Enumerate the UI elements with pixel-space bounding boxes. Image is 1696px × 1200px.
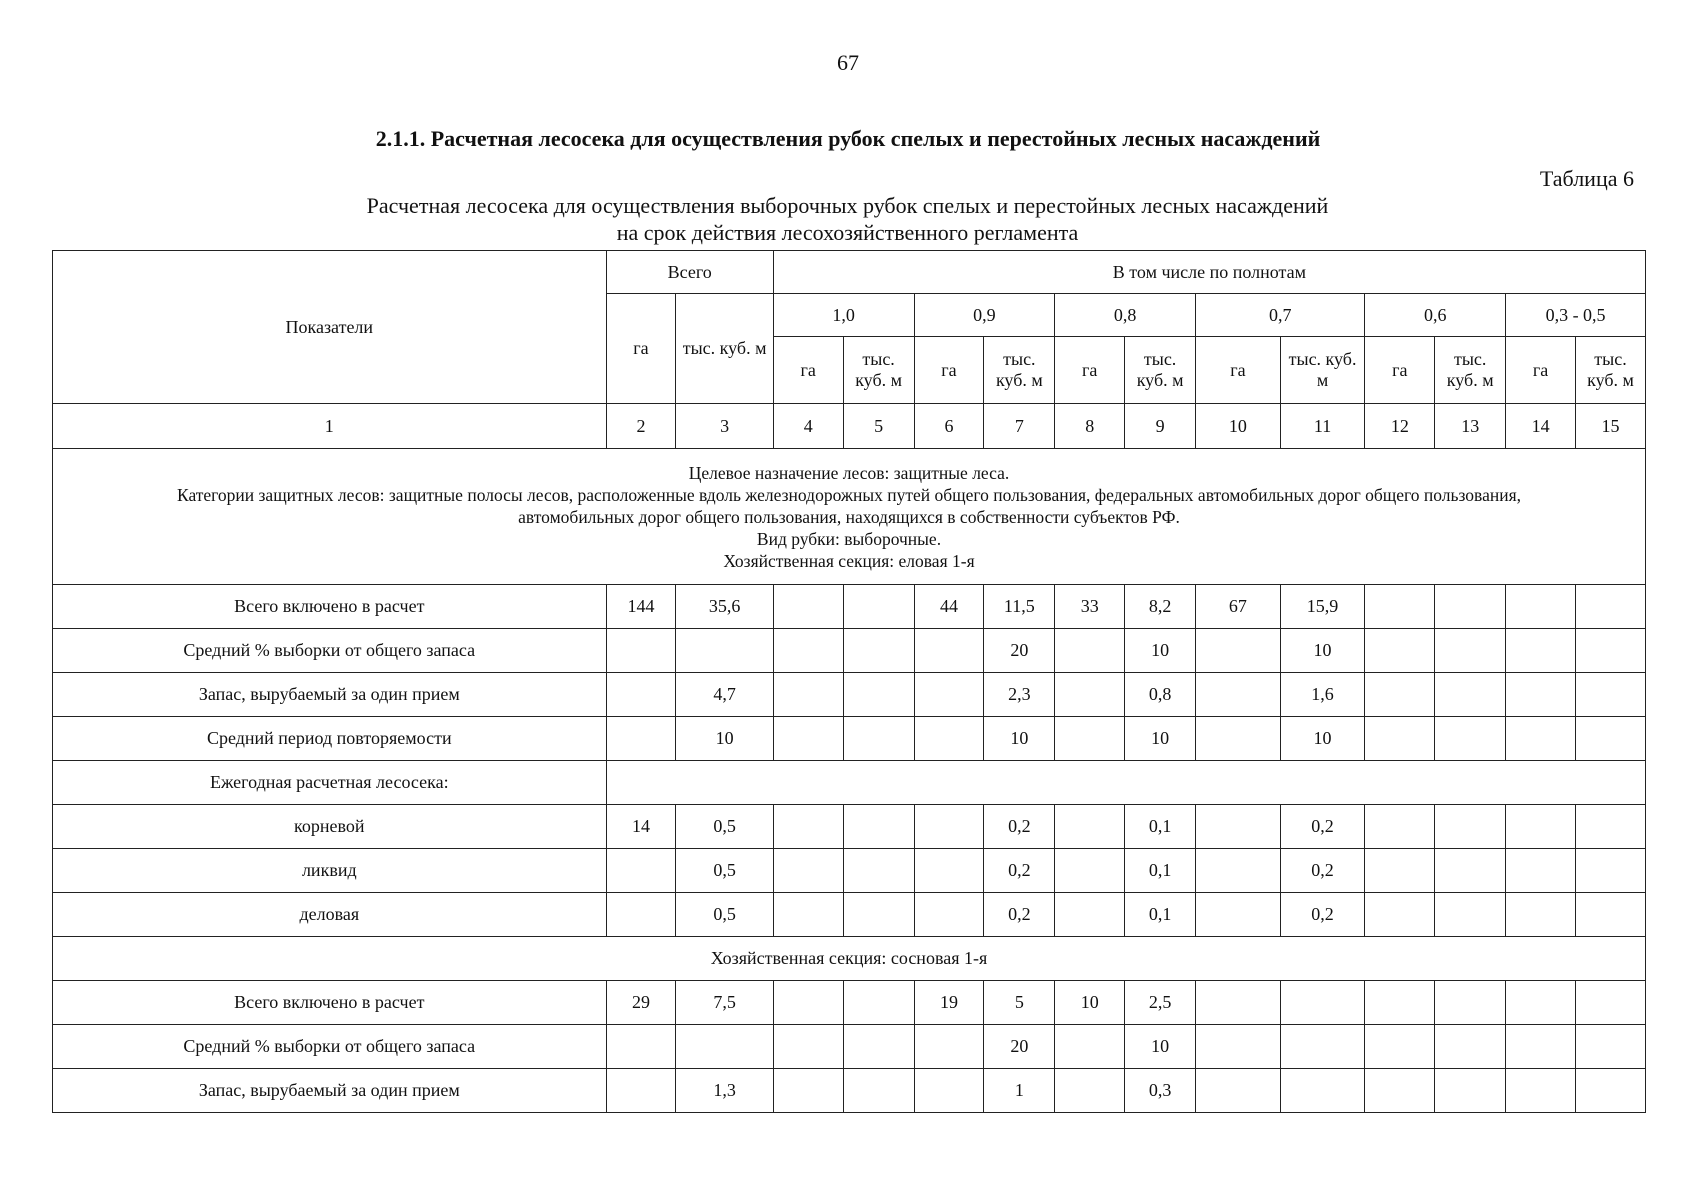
table-cell: 19 [914,981,984,1025]
table-cell: 10 [1280,629,1365,673]
table-cell: 0,5 [676,805,773,849]
table-cell [1055,1025,1125,1069]
table-cell [1435,981,1506,1025]
table-cell: 0,2 [1280,893,1365,937]
table-cell: 44 [914,585,984,629]
empty-span-cell [606,761,1645,805]
table-cell [1365,805,1435,849]
block-line: Целевое назначение лесов: защитные леса. [688,462,1010,483]
block-line: Хозяйственная секция: еловая 1-я [723,550,975,571]
block-line: Вид рубки: выборочные. [756,528,942,549]
table-row [53,761,1646,805]
table-cell [1055,629,1125,673]
table-cell [1196,981,1281,1025]
table-cell [1365,893,1435,937]
table-cell: 15,9 [1280,585,1365,629]
table-cell [676,1025,773,1069]
table-cell [1365,585,1435,629]
row-label: Средний % выборки от общего запаса [53,629,607,673]
table-cell [773,1025,843,1069]
table-cell [606,629,676,673]
table-cell [1365,717,1435,761]
table-cell: 0,2 [1280,849,1365,893]
table-cell [914,893,984,937]
column-number-cell: 7 [984,404,1055,449]
table-cell: 10 [1280,717,1365,761]
block-line: Категории защитных лесов: защитные полосы лесов, расположенные вдоль железнодорожных путей общего пользования, федеральных автомобильных дорог общего пользования, [177,484,1521,505]
table-cell [1575,1069,1645,1113]
table-cell [843,673,914,717]
row-label: Запас, вырубаемый за один прием [53,1069,607,1113]
table-cell [1196,1069,1281,1113]
table-cell: 10 [1125,1025,1196,1069]
table-cell: 35,6 [676,585,773,629]
table-cell [1365,1025,1435,1069]
header-unit-ha: га [1365,337,1435,404]
table-cell [1435,585,1506,629]
row-label: ликвид [53,849,607,893]
table-cell [1055,717,1125,761]
table-row [53,629,1646,673]
table-cell: 1,6 [1280,673,1365,717]
table-cell [606,1025,676,1069]
row-label: Средний период повторяемости [53,717,607,761]
header-unit-ha: га [1055,337,1125,404]
table-cell [1435,717,1506,761]
header-density: 1,0 [773,294,914,337]
table-cell [1575,805,1645,849]
table-cell [1575,585,1645,629]
table-cell: 33 [1055,585,1125,629]
column-number-cell: 15 [1575,404,1645,449]
table-cell [1196,849,1281,893]
table-cell [1280,981,1365,1025]
table-cell [1055,1069,1125,1113]
table-cell: 10 [1055,981,1125,1025]
table-cell: 0,8 [1125,673,1196,717]
table-cell: 2,3 [984,673,1055,717]
header-density: 0,3 - 0,5 [1506,294,1646,337]
table-cell [676,629,773,673]
row-label: Всего включено в расчет [53,585,607,629]
table-cell [1506,805,1576,849]
table-cell [1575,981,1645,1025]
table-cell [606,893,676,937]
table-cell [1365,981,1435,1025]
section-description-spruce [53,449,1646,585]
table-cell [1365,1069,1435,1113]
header-unit-volume: тыс. куб. м [1575,337,1645,404]
table-cell [1506,717,1576,761]
table-cell [914,629,984,673]
header-density: 0,6 [1365,294,1506,337]
table-cell: 2,5 [1125,981,1196,1025]
header-by-density: В том числе по полнотам [773,251,1645,294]
table-cell [914,1025,984,1069]
table-cell [914,1069,984,1113]
table-cell [914,805,984,849]
header-density: 0,9 [914,294,1055,337]
table-cell [606,1069,676,1113]
table-row [53,805,1646,849]
table-cell [843,585,914,629]
table-cell: 0,5 [676,893,773,937]
column-number-cell: 14 [1506,404,1576,449]
table-cell [773,629,843,673]
table-cell [1280,1069,1365,1113]
table-row [53,585,1646,629]
table-cell [1055,805,1125,849]
row-label: Запас, вырубаемый за один прием [53,673,607,717]
table-cell [843,717,914,761]
table-cell [773,849,843,893]
table-cell [773,585,843,629]
table-cell [773,673,843,717]
column-number-cell: 5 [843,404,914,449]
header-unit-volume: тыс. куб. м [843,337,914,404]
caption-line-2: на срок действия лесохозяйственного регламента [616,220,1079,245]
table-cell [1435,805,1506,849]
table-cell: 0,1 [1125,849,1196,893]
table-cell [843,981,914,1025]
column-number-cell: 2 [606,404,676,449]
column-number-cell: 10 [1196,404,1281,449]
table-cell: 10 [1125,629,1196,673]
table-cell [1280,1025,1365,1069]
table-cell [843,893,914,937]
table-cell: 0,2 [984,893,1055,937]
table-cell: 4,7 [676,673,773,717]
section-title: 2.1.1. Расчетная лесосека для осуществления рубок спелых и перестойных лесных насаждений [375,126,1321,151]
header-unit-ha: га [1506,337,1576,404]
table-cell [1365,849,1435,893]
table-cell [843,629,914,673]
table-cell: 144 [606,585,676,629]
table-cell: 0,2 [984,849,1055,893]
page-number: 67 [837,50,859,75]
table-cell [1435,1025,1506,1069]
header-density: 0,7 [1196,294,1365,337]
table-cell: 67 [1196,585,1281,629]
header-unit-volume: тыс. куб. м [1435,337,1506,404]
table-cell [773,805,843,849]
table-cell: 0,1 [1125,893,1196,937]
header-unit-volume: тыс. куб. м [1280,337,1365,404]
table-caption [300,192,1395,246]
table-cell [1506,981,1576,1025]
header-indicators: Показатели [53,251,607,404]
table-cell: 0,5 [676,849,773,893]
block-line: автомобильных дорог общего пользования, находящихся в собственности субъектов РФ. [518,506,1180,527]
header-total: Всего [606,251,773,294]
table-cell: 11,5 [984,585,1055,629]
table-cell: 14 [606,805,676,849]
table-cell [1365,673,1435,717]
column-number-cell: 12 [1365,404,1435,449]
table-cell: 8,2 [1125,585,1196,629]
header-density: 0,8 [1055,294,1196,337]
table-cell [1435,673,1506,717]
table-cell [1196,805,1281,849]
header-unit-ha: га [773,337,843,404]
table-cell: 10 [1125,717,1196,761]
table-row [53,893,1646,937]
table-cell [1575,673,1645,717]
table-cell [1575,1025,1645,1069]
table-row [53,1025,1646,1069]
row-label: Всего включено в расчет [53,981,607,1025]
table-row [53,981,1646,1025]
column-number-cell: 6 [914,404,984,449]
table-row [53,673,1646,717]
table-cell: 5 [984,981,1055,1025]
table-cell [1506,1069,1576,1113]
table-cell [914,673,984,717]
table-cell [1506,673,1576,717]
table-cell: 0,3 [1125,1069,1196,1113]
table-cell [1055,673,1125,717]
header-total-ha: га [606,294,676,404]
table-cell [1196,1025,1281,1069]
table-cell [843,1069,914,1113]
table-cell: 0,2 [984,805,1055,849]
table-row [53,937,1646,981]
table-cell: 29 [606,981,676,1025]
header-unit-ha: га [1196,337,1281,404]
table-row [53,717,1646,761]
section-label-pine: Хозяйственная секция: сосновая 1-я [53,937,1646,981]
column-number-cell: 11 [1280,404,1365,449]
table-cell [1196,629,1281,673]
table-row [53,849,1646,893]
header-unit-ha: га [914,337,984,404]
column-number-cell: 3 [676,404,773,449]
column-numbers-row [53,404,1646,449]
table-cell [1506,893,1576,937]
table-cell [1575,717,1645,761]
caption-line-1: Расчетная лесосека для осуществления выборочных рубок спелых и перестойных лесных насаждений [366,193,1329,218]
table-cell [1575,629,1645,673]
table-cell [1575,849,1645,893]
table-cell [1575,893,1645,937]
header-unit-volume: тыс. куб. м [984,337,1055,404]
table-cell: 1 [984,1069,1055,1113]
table-cell [914,717,984,761]
table-cell [1506,849,1576,893]
table-cell [1506,585,1576,629]
table-cell [773,981,843,1025]
table-cell [1435,629,1506,673]
table-cell: 0,2 [1280,805,1365,849]
column-number-cell: 9 [1125,404,1196,449]
table-label: Таблица 6 [1539,166,1634,191]
table-cell [773,1069,843,1113]
column-number-cell: 1 [53,404,607,449]
table-cell [773,893,843,937]
cutting-area-table [52,250,1646,1113]
table-cell [1435,849,1506,893]
table-cell [773,717,843,761]
table-cell [1365,629,1435,673]
table-cell: 10 [984,717,1055,761]
table-cell: 1,3 [676,1069,773,1113]
table-cell [1055,893,1125,937]
table-cell: 7,5 [676,981,773,1025]
table-cell [606,717,676,761]
table-row [53,1069,1646,1113]
table-cell [1196,673,1281,717]
table-cell [1196,893,1281,937]
table-cell: 10 [676,717,773,761]
table-cell [1055,849,1125,893]
table-cell [843,1025,914,1069]
table-cell [1506,629,1576,673]
header-unit-volume: тыс. куб. м [1125,337,1196,404]
table-cell [843,805,914,849]
header-total-volume: тыс. куб. м [676,294,773,404]
table-cell [606,849,676,893]
row-label: Средний % выборки от общего запаса [53,1025,607,1069]
table-cell [1435,893,1506,937]
table-cell: 0,1 [1125,805,1196,849]
table-cell [1196,717,1281,761]
column-number-cell: 4 [773,404,843,449]
table-cell: 20 [984,629,1055,673]
table-cell [914,849,984,893]
column-number-cell: 8 [1055,404,1125,449]
row-label: деловая [53,893,607,937]
row-label: корневой [53,805,607,849]
column-number-cell: 13 [1435,404,1506,449]
annual-cutting-label: Ежегодная расчетная лесосека: [53,761,607,805]
table-cell [843,849,914,893]
table-cell [1506,1025,1576,1069]
table-cell [1435,1069,1506,1113]
table-cell: 20 [984,1025,1055,1069]
table-cell [606,673,676,717]
